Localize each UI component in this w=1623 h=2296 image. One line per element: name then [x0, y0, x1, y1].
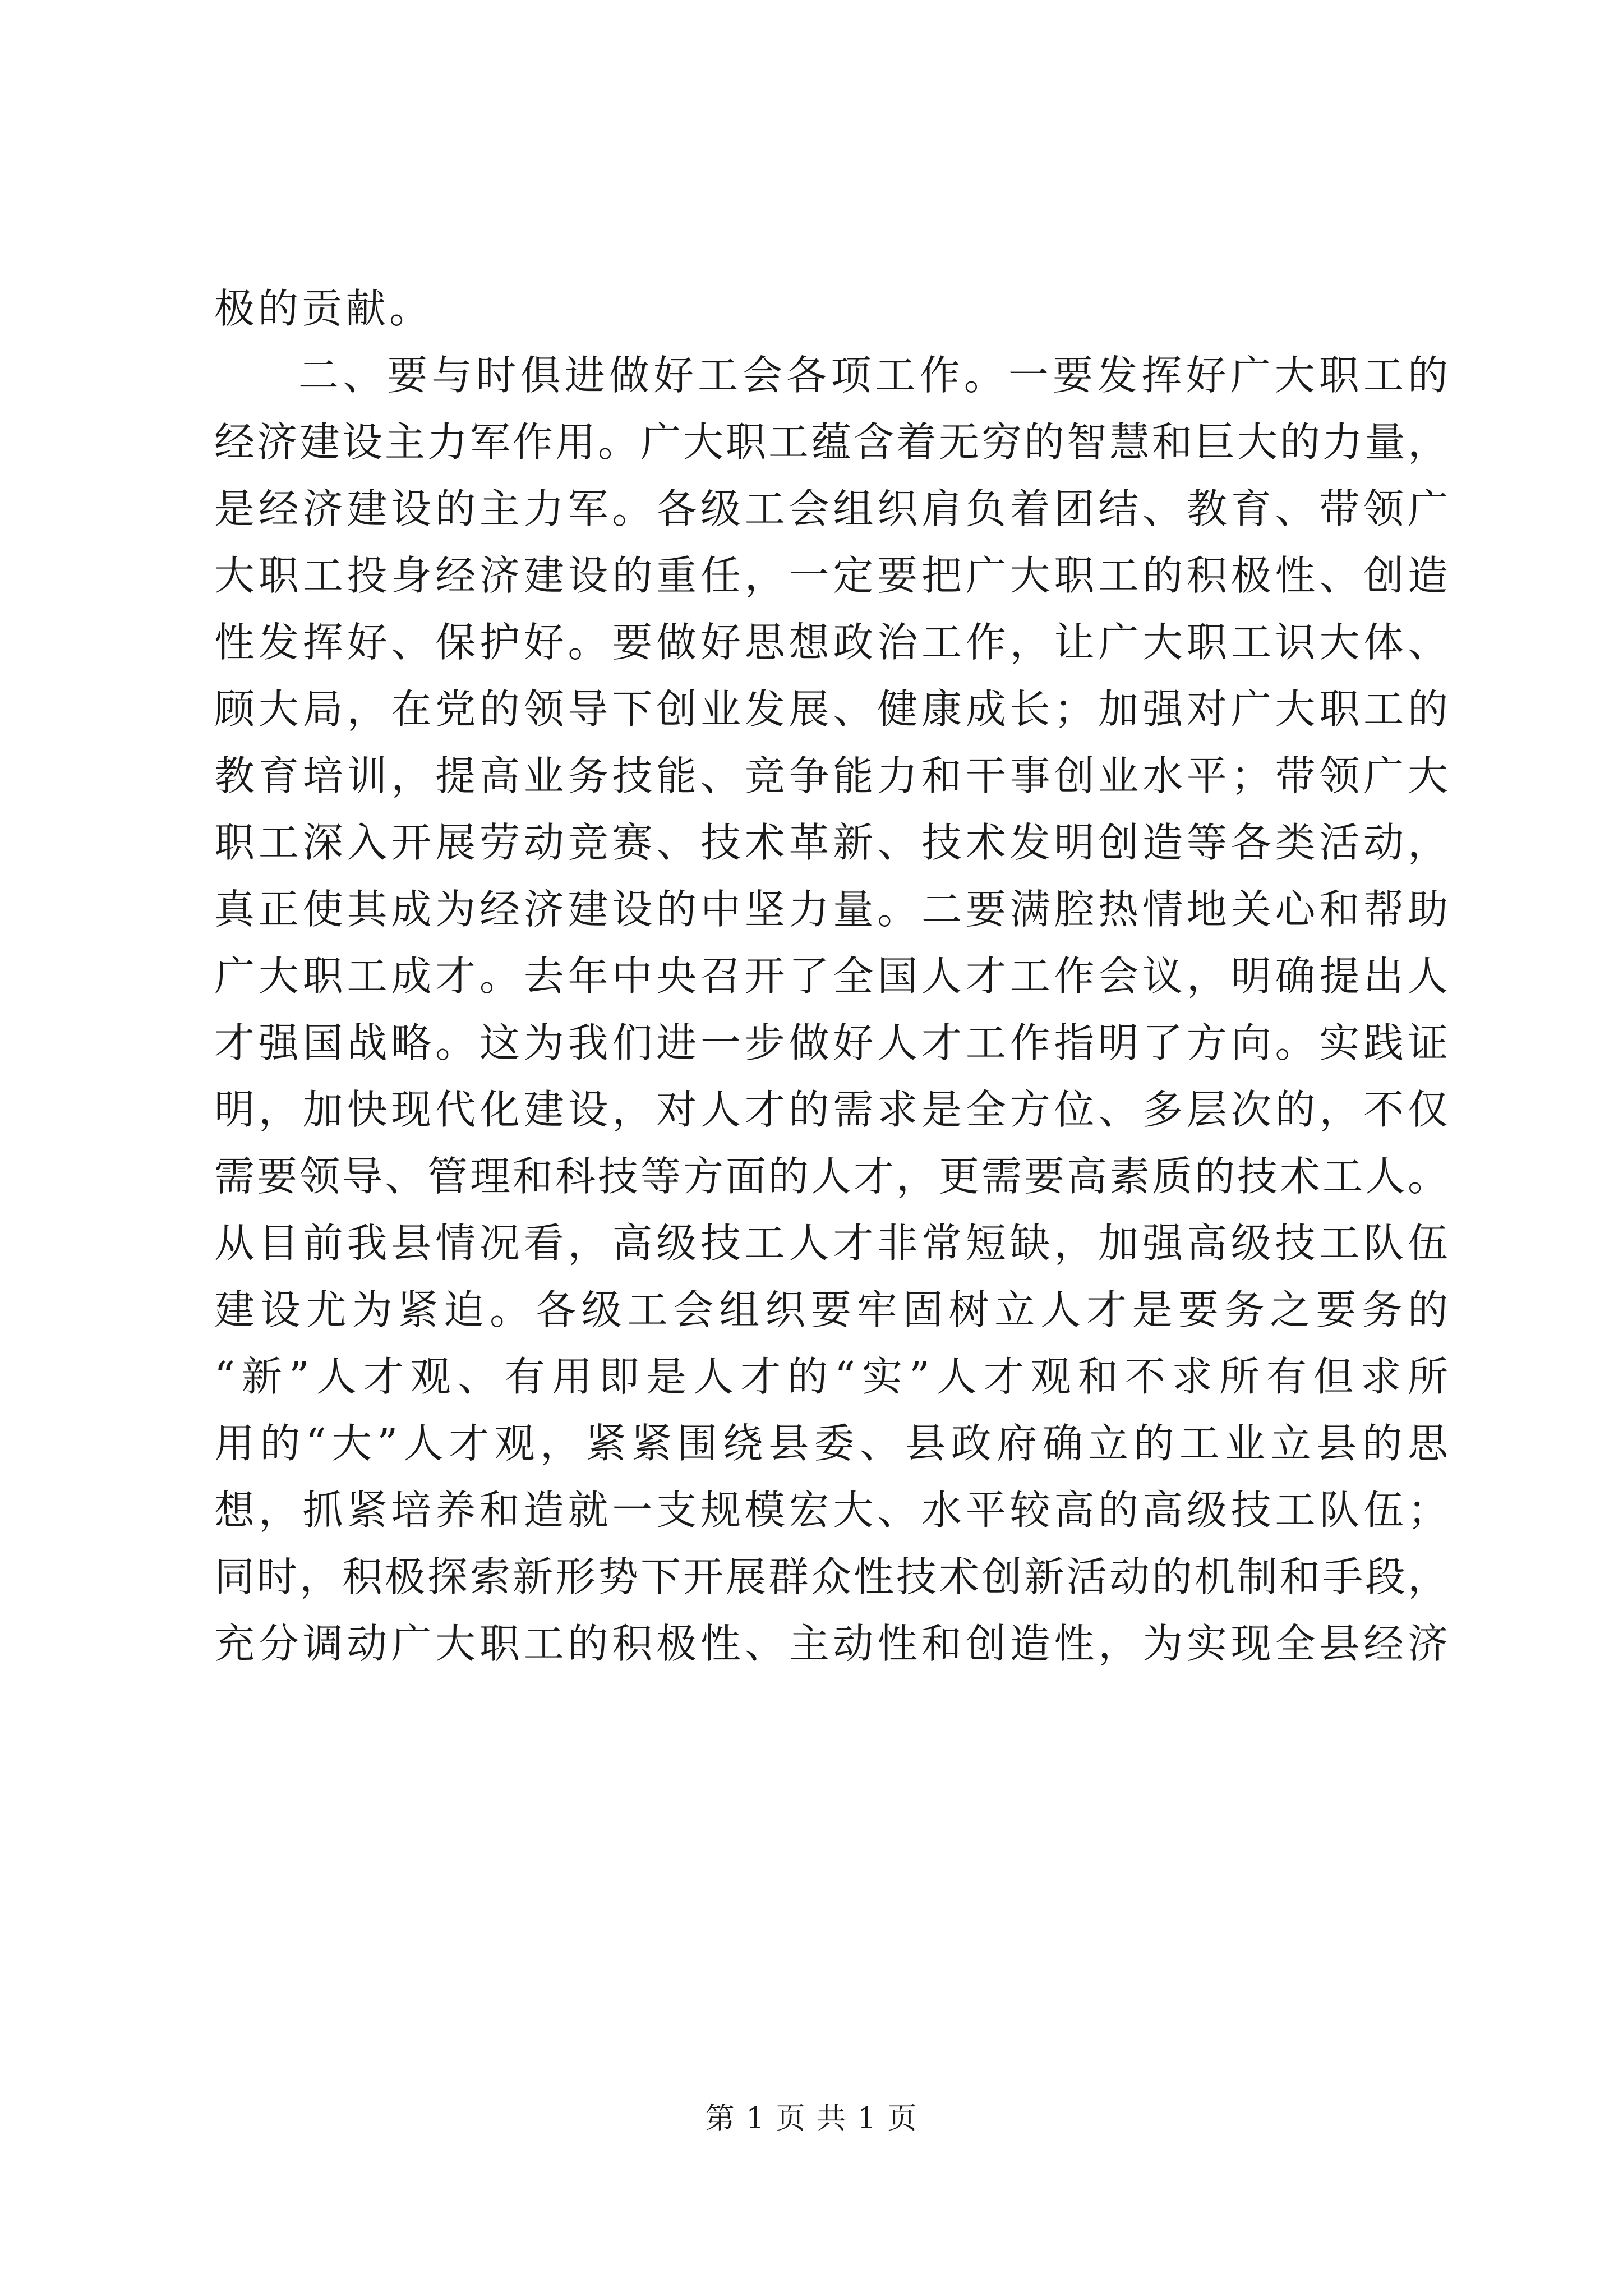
text-line: 用的“大”人才观，紧紧围绕县委、县政府确立的工业立县的思 — [214, 1420, 1448, 1467]
text-line: 明，加快现代化建设，对人才的需求是全方位、多层次的，不仅 — [214, 1086, 1448, 1133]
text-line: 才强国战略。这为我们进一步做好人才工作指明了方向。实践证 — [214, 1019, 1448, 1066]
text-line: 是经济建设的主力军。各级工会组织肩负着团结、教育、带领广 — [214, 485, 1448, 532]
text-line: 教育培训，提高业务技能、竞争能力和干事创业水平；带领广大 — [214, 752, 1448, 799]
text-line: 同时，积极探索新形势下开展群众性技术创新活动的机制和手段， — [214, 1553, 1448, 1600]
text-line: 建设尤为紧迫。各级工会组织要牢固树立人才是要务之要务的 — [214, 1286, 1448, 1333]
text-line: 真正使其成为经济建设的中坚力量。二要满腔热情地关心和帮助 — [214, 886, 1448, 933]
text-line: 顾大局，在党的领导下创业发展、健康成长；加强对广大职工的 — [214, 685, 1448, 733]
paragraph-first-line: 二、要与时俱进做好工会各项工作。一要发挥好广大职工的 — [298, 352, 1448, 399]
text-line: 从目前我县情况看，高级技工人才非常短缺，加强高级技工队伍 — [214, 1220, 1448, 1267]
text-line: 经济建设主力军作用。广大职工蕴含着无穷的智慧和巨大的力量， — [214, 418, 1448, 466]
page-number-footer: 第 1 页 共 1 页 — [705, 2102, 918, 2136]
text-line: “新”人才观、有用即是人才的“实”人才观和不求所有但求所 — [214, 1353, 1448, 1400]
text-line: 想，抓紧培养和造就一支规模宏大、水平较高的高级技工队伍； — [214, 1487, 1448, 1534]
text-line: 需要领导、管理和科技等方面的人才，更需要高素质的技术工人。 — [214, 1153, 1448, 1200]
text-line: 充分调动广大职工的积极性、主动性和创造性，为实现全县经济 — [214, 1620, 1448, 1667]
text-line: 性发挥好、保护好。要做好思想政治工作，让广大职工识大体、 — [214, 619, 1448, 666]
text-line: 职工深入开展劳动竞赛、技术革新、技术发明创造等各类活动， — [214, 819, 1448, 866]
text-line: 广大职工成才。去年中央召开了全国人才工作会议，明确提出人 — [214, 953, 1448, 1000]
text-line: 极的贡献。 — [214, 285, 434, 332]
text-line: 大职工投身经济建设的重任，一定要把广大职工的积极性、创造 — [214, 552, 1448, 599]
